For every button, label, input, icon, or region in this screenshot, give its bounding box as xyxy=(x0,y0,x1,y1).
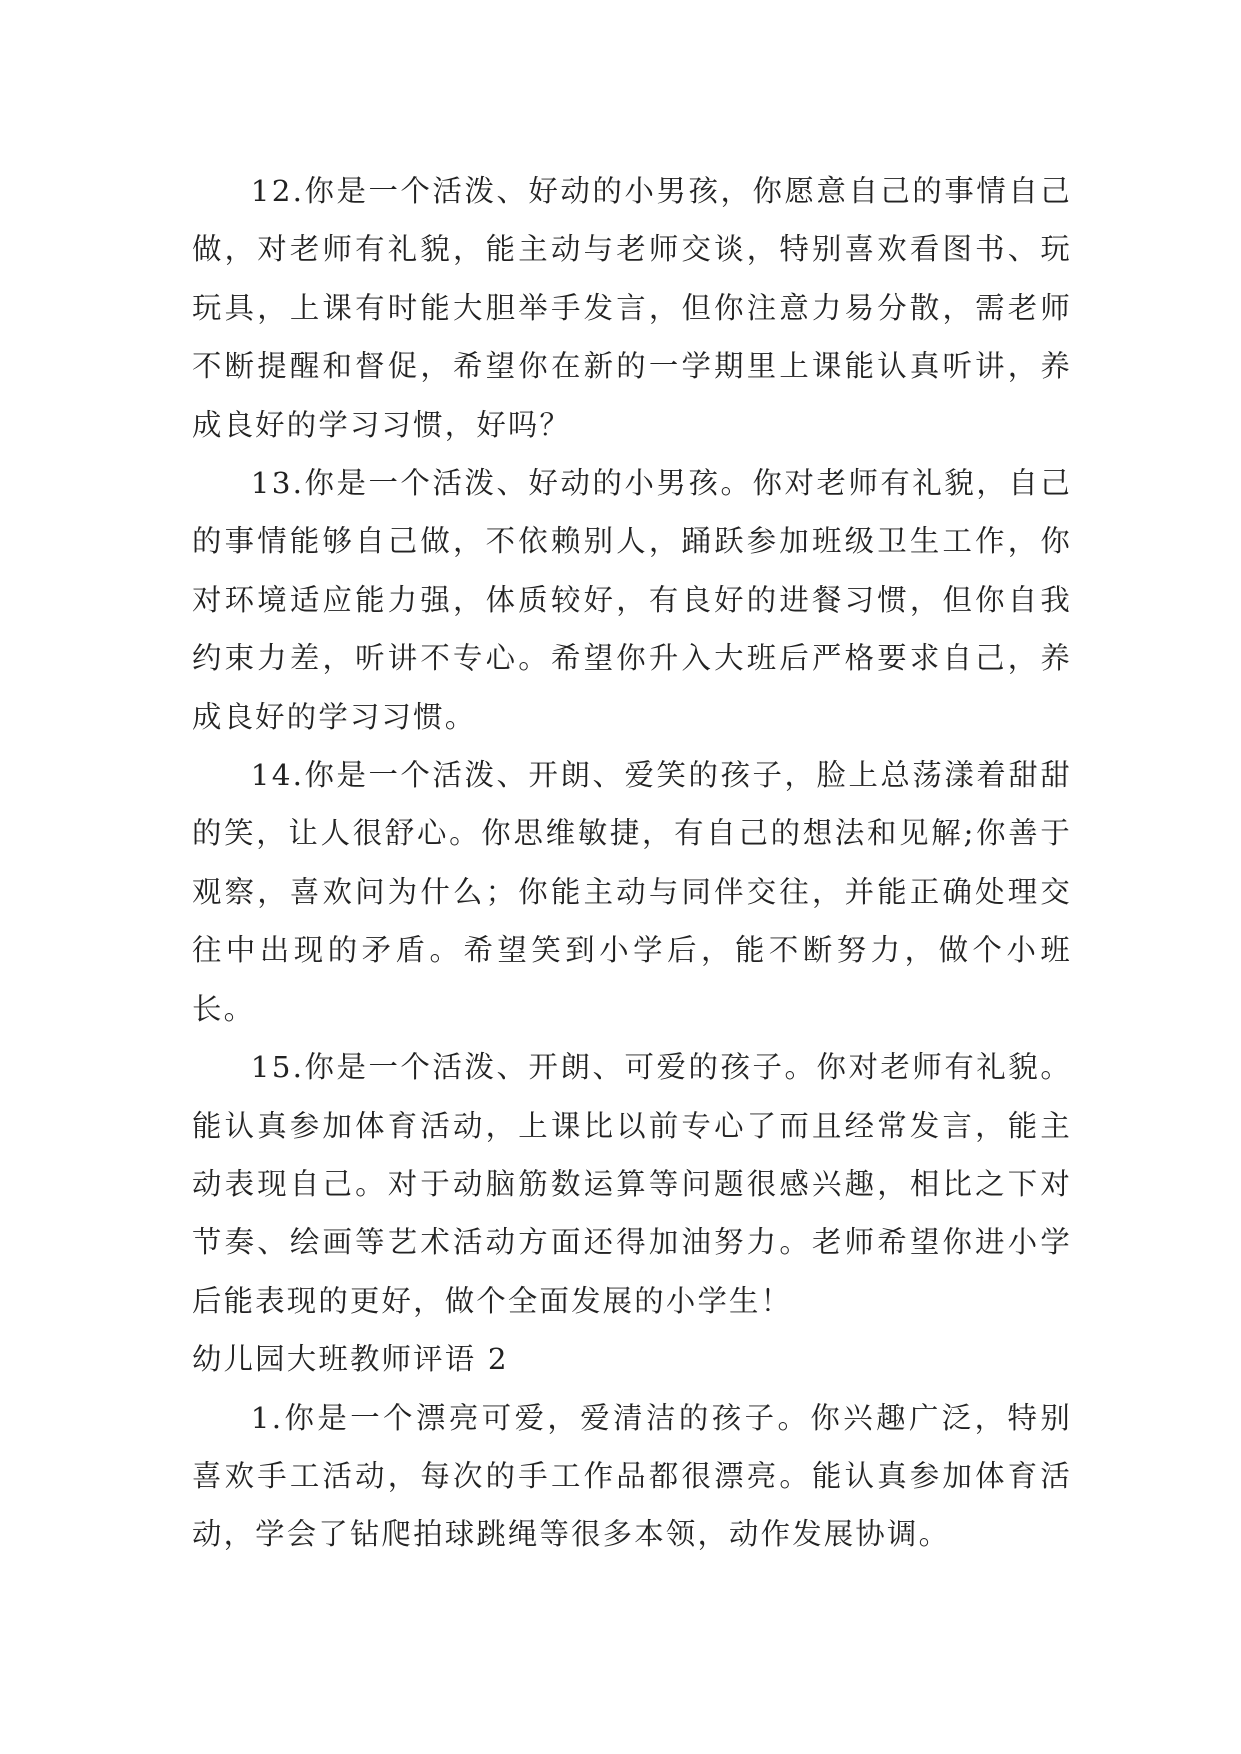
paragraph-item-12: 12.你是一个活泼、好动的小男孩，你愿意自己的事情自己做，对老师有礼貌，能主动与老师交谈，特别喜欢看图书、玩玩具，上课有时能大胆举手发言，但你注意力易分散，需老师不断提醒和督促，希望你在新的一学期里上课能认真听讲，养成良好的学习习惯，好吗？ xyxy=(192,174,1072,442)
section-heading: 幼儿园大班教师评语 2 xyxy=(192,1342,509,1377)
paragraph-item-13: 13.你是一个活泼、好动的小男孩。你对老师有礼貌，自己的事情能够自己做，不依赖别人，踊跃参加班级卫生工作，你对环境适应能力强，体质较好，有良好的进餐习惯，但你自我约束力差，听讲不专心。希望你升入大班后严格要求自己，养成良好的学习习惯。 xyxy=(192,466,1072,734)
document-body xyxy=(192,162,1072,1564)
paragraph-item-14: 14.你是一个活泼、开朗、爱笑的孩子，脸上总荡漾着甜甜的笑，让人很舒心。你思维敏捷，有自己的想法和见解;你善于观察，喜欢问为什么；你能主动与同伴交往，并能正确处理交往中出现的矛盾。希望笑到小学后，能不断努力，做个小班长。 xyxy=(192,758,1072,1026)
paragraph-item-15: 15.你是一个活泼、开朗、可爱的孩子。你对老师有礼貌。能认真参加体育活动，上课比以前专心了而且经常发言，能主动表现自己。对于动脑筋数运算等问题很感兴趣，相比之下对节奏、绘画等艺术活动方面还得加油努力。老师希望你进小学后能表现的更好，做个全面发展的小学生！ xyxy=(192,1050,1072,1318)
paragraph-item-1: 1.你是一个漂亮可爱，爱清洁的孩子。你兴趣广泛，特别喜欢手工活动，每次的手工作品都很漂亮。能认真参加体育活动，学会了钻爬拍球跳绳等很多本领，动作发展协调。 xyxy=(192,1400,1072,1552)
